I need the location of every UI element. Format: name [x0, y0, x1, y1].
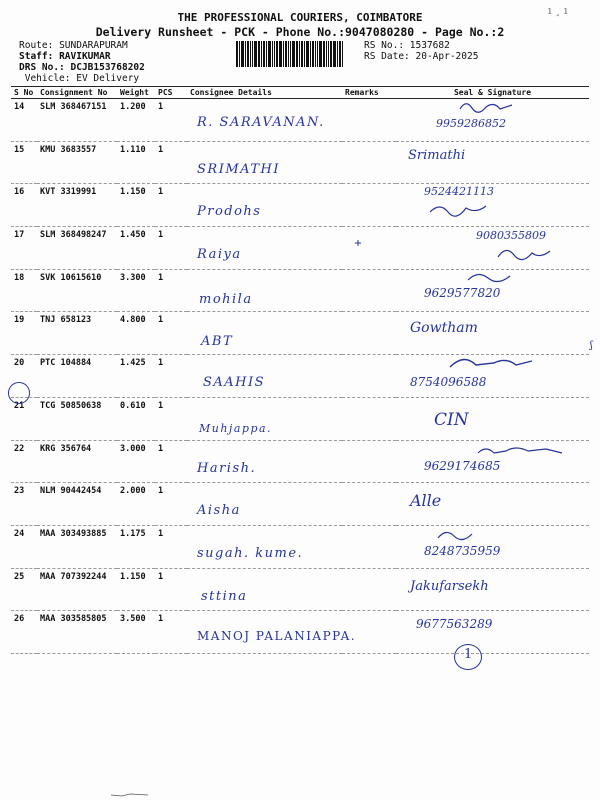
circled-row-marker: [8, 382, 30, 404]
signature-cell: [396, 269, 589, 312]
pcs-cell: 1: [155, 568, 187, 611]
sno-cell: 18: [11, 269, 37, 312]
weight-cell: 1.450: [117, 227, 155, 270]
pcs-cell: 1: [155, 184, 187, 227]
consignment-cell: TNJ 658123: [37, 312, 117, 355]
pcs-cell: 1: [155, 269, 187, 312]
consignee-cell: [187, 568, 342, 611]
signature-cell: [396, 312, 589, 355]
remarks-cell: [342, 525, 396, 568]
signature-handwriting: 8754096588: [410, 375, 487, 390]
pcs-cell: 1: [155, 440, 187, 483]
signature-handwriting: 9080355809: [476, 229, 546, 243]
rs-number-value: 1537682: [409, 40, 450, 51]
remarks-cell: [342, 184, 396, 227]
consignee-cell: [187, 397, 342, 440]
signature-handwriting: Gowtham: [410, 320, 478, 337]
table-row: [11, 312, 589, 355]
consignment-cell: KRG 356764: [37, 440, 117, 483]
consignee-handwriting: SAAHIS: [203, 375, 266, 391]
signature-cell: [396, 355, 589, 398]
consignee-cell: [187, 355, 342, 398]
consignment-cell: MAA 707392244: [37, 568, 117, 611]
remarks-cell: [342, 312, 396, 355]
remarks-cell: [342, 568, 396, 611]
remarks-cell: [342, 440, 396, 483]
signature-handwriting: 9677563289: [416, 617, 493, 632]
consignee-cell: [187, 99, 342, 142]
route-value: SUNDARAPURAM: [59, 40, 128, 51]
table-row: [11, 611, 589, 654]
remarks-mark: [354, 239, 362, 247]
table-row: [11, 483, 589, 526]
vehicle-value: EV Delivery: [76, 73, 140, 84]
consignment-cell: TCG 50850638: [37, 397, 117, 440]
weight-cell: 1.175: [117, 525, 155, 568]
margin-mark: ʃ: [590, 340, 593, 351]
signature-handwriting: 9959286852: [436, 117, 506, 130]
signature-handwriting: 9524421113: [424, 185, 494, 199]
col-signature: Seal & Signature: [396, 87, 589, 99]
pcs-cell: 1: [155, 355, 187, 398]
consignee-handwriting: Aisha: [197, 503, 241, 519]
weight-cell: 3.000: [117, 440, 155, 483]
table-row: [11, 99, 589, 142]
rs-info-block: [364, 40, 478, 62]
consignee-handwriting: R. SARAVANAN.: [197, 115, 325, 130]
vehicle-line: Vehicle: EV Delivery: [24, 73, 140, 84]
consignee-cell: [187, 440, 342, 483]
drs-line: DRS No.: DCJB153768202: [19, 62, 145, 73]
rs-date-line: RS Date: 20-Apr-2025: [364, 51, 479, 62]
weight-cell: 1.200: [117, 99, 155, 142]
pcs-cell: 1: [155, 99, 187, 142]
route-line: Route: SUNDARAPURAM: [19, 40, 128, 51]
consignee-cell: [187, 312, 342, 355]
pcs-cell: 1: [155, 227, 187, 270]
pcs-cell: 1: [155, 312, 187, 355]
weight-cell: 4.800: [117, 312, 155, 355]
weight-cell: 1.150: [117, 568, 155, 611]
sno-cell: 25: [11, 568, 37, 611]
table-row: [11, 141, 589, 184]
consignee-handwriting: ABT: [201, 334, 234, 350]
remarks-cell: [342, 483, 396, 526]
route-staff-block: [19, 40, 145, 84]
consignee-handwriting: MANOJ PALANIAPPA.: [197, 629, 357, 644]
signature-handwriting: CIN: [434, 409, 469, 430]
consignment-cell: KVT 3319991: [37, 184, 117, 227]
table-row: [11, 440, 589, 483]
signature-scribble: [456, 99, 516, 115]
consignment-cell: PTC 104884: [37, 355, 117, 398]
table-row: [11, 355, 589, 398]
sno-cell: 23: [11, 483, 37, 526]
pcs-cell: 1: [155, 397, 187, 440]
consignee-handwriting: mohila: [199, 291, 253, 307]
company-title: THE PROFESSIONAL COURIERS, COIMBATORE: [177, 11, 423, 24]
signature-handwriting: Alle: [410, 491, 442, 511]
consignee-handwriting: Raiya: [197, 247, 242, 263]
rs-date-value: 20-Apr-2025: [415, 51, 479, 62]
consignment-cell: KMU 3683557: [37, 141, 117, 184]
sno-cell: 22: [11, 440, 37, 483]
table-row: [11, 568, 589, 611]
signature-cell: [396, 525, 589, 568]
signature-handwriting: 9629174685: [424, 458, 501, 473]
consignee-handwriting: Harish.: [197, 460, 257, 476]
sno-cell: 15: [11, 141, 37, 184]
signature-cell: [396, 184, 589, 227]
consignment-cell: SVK 10615610: [37, 269, 117, 312]
signature-handwriting: 9629577820: [424, 285, 501, 300]
col-sno: S No: [11, 87, 37, 99]
drs-value: DCJB153768202: [70, 62, 145, 73]
consignment-cell: NLM 90442454: [37, 483, 117, 526]
signature-cell: [396, 611, 589, 654]
signature-scribble: [426, 200, 496, 218]
sno-cell: 14: [11, 99, 37, 142]
weight-cell: 1.150: [117, 184, 155, 227]
weight-cell: 3.300: [117, 269, 155, 312]
weight-cell: 1.110: [117, 141, 155, 184]
remarks-cell: [342, 397, 396, 440]
weight-cell: 0.610: [117, 397, 155, 440]
remarks-cell: [342, 355, 396, 398]
bottom-scribble: [110, 793, 150, 797]
consignment-cell: MAA 303585805: [37, 611, 117, 654]
pcs-cell: 1: [155, 611, 187, 654]
sno-cell: 24: [11, 525, 37, 568]
pcs-cell: 1: [155, 483, 187, 526]
remarks-cell: [342, 227, 396, 270]
col-weight: Weight: [117, 87, 155, 99]
col-consignee: Consignee Details: [187, 87, 342, 99]
consignee-cell: [187, 141, 342, 184]
consignment-cell: MAA 303493885: [37, 525, 117, 568]
sno-cell: 19: [11, 312, 37, 355]
signature-scribble: [476, 443, 566, 457]
consignee-cell: [187, 611, 357, 654]
signature-handwriting: Jakufarsekh: [410, 578, 489, 594]
sno-cell: 17: [11, 227, 37, 270]
weight-cell: 3.500: [117, 611, 155, 654]
table-row: [11, 227, 589, 270]
delivery-table: [11, 86, 589, 654]
remarks-cell: [342, 99, 396, 142]
signature-scribble: [466, 270, 516, 284]
runsheet-subtitle: Delivery Runsheet - PCK - Phone No.:9047080280 - Page No.:2: [95, 25, 505, 39]
table-row: [11, 525, 589, 568]
consignee-cell: [187, 227, 342, 270]
weight-cell: 2.000: [117, 483, 155, 526]
signature-cell: [396, 483, 589, 526]
signature-scribble: [436, 528, 476, 542]
consignee-cell: [187, 525, 342, 568]
pcs-cell: 1: [155, 525, 187, 568]
drs-barcode: [236, 41, 352, 67]
consignee-cell: [187, 483, 342, 526]
staff-value: RAVIKUMAR: [59, 51, 111, 62]
signature-cell: [396, 141, 589, 184]
signature-cell: [396, 397, 589, 440]
consignee-handwriting: SRIMATHI: [197, 161, 280, 177]
table-row: [11, 269, 589, 312]
table-header-row: [11, 87, 589, 99]
remarks-cell: [342, 141, 396, 184]
consignee-cell: [187, 184, 342, 227]
signature-cell: [396, 568, 589, 611]
consignment-cell: SLM 368498247: [37, 227, 117, 270]
consignee-handwriting: Prodohs: [197, 204, 262, 220]
corner-scribble: ı ¸ ı: [548, 4, 568, 17]
rs-number-line: RS No.: 1537682: [364, 40, 450, 51]
signature-scribble: [496, 243, 556, 261]
consignee-handwriting: Muhjappa.: [199, 421, 273, 435]
consignment-cell: SLM 368467151: [37, 99, 117, 142]
table-row: [11, 397, 589, 440]
remarks-cell: [342, 611, 396, 654]
staff-line: Staff: RAVIKUMAR: [19, 51, 111, 62]
sno-cell: 21: [11, 397, 37, 440]
consignee-cell: [187, 269, 342, 312]
signature-scribble: [446, 355, 536, 371]
pcs-cell: 1: [155, 141, 187, 184]
sno-cell: 20: [11, 355, 37, 398]
signature-handwriting: Srimathi: [408, 147, 466, 163]
signature-cell: [396, 227, 589, 270]
col-consignment: Consignment No: [37, 87, 117, 99]
col-remarks: Remarks: [342, 87, 396, 99]
col-pcs: PCS: [155, 87, 187, 99]
circled-count-text: 1: [464, 647, 473, 662]
remarks-cell: [342, 269, 396, 312]
sno-cell: 16: [11, 184, 37, 227]
weight-cell: 1.425: [117, 355, 155, 398]
consignee-handwriting: sttina: [201, 588, 248, 604]
table-row: [11, 184, 589, 227]
signature-handwriting: 8248735959: [424, 543, 501, 558]
signature-cell: [396, 440, 589, 483]
signature-cell: [396, 99, 589, 142]
sno-cell: 26: [11, 611, 37, 654]
consignee-handwriting: sugah. kume.: [197, 545, 304, 561]
